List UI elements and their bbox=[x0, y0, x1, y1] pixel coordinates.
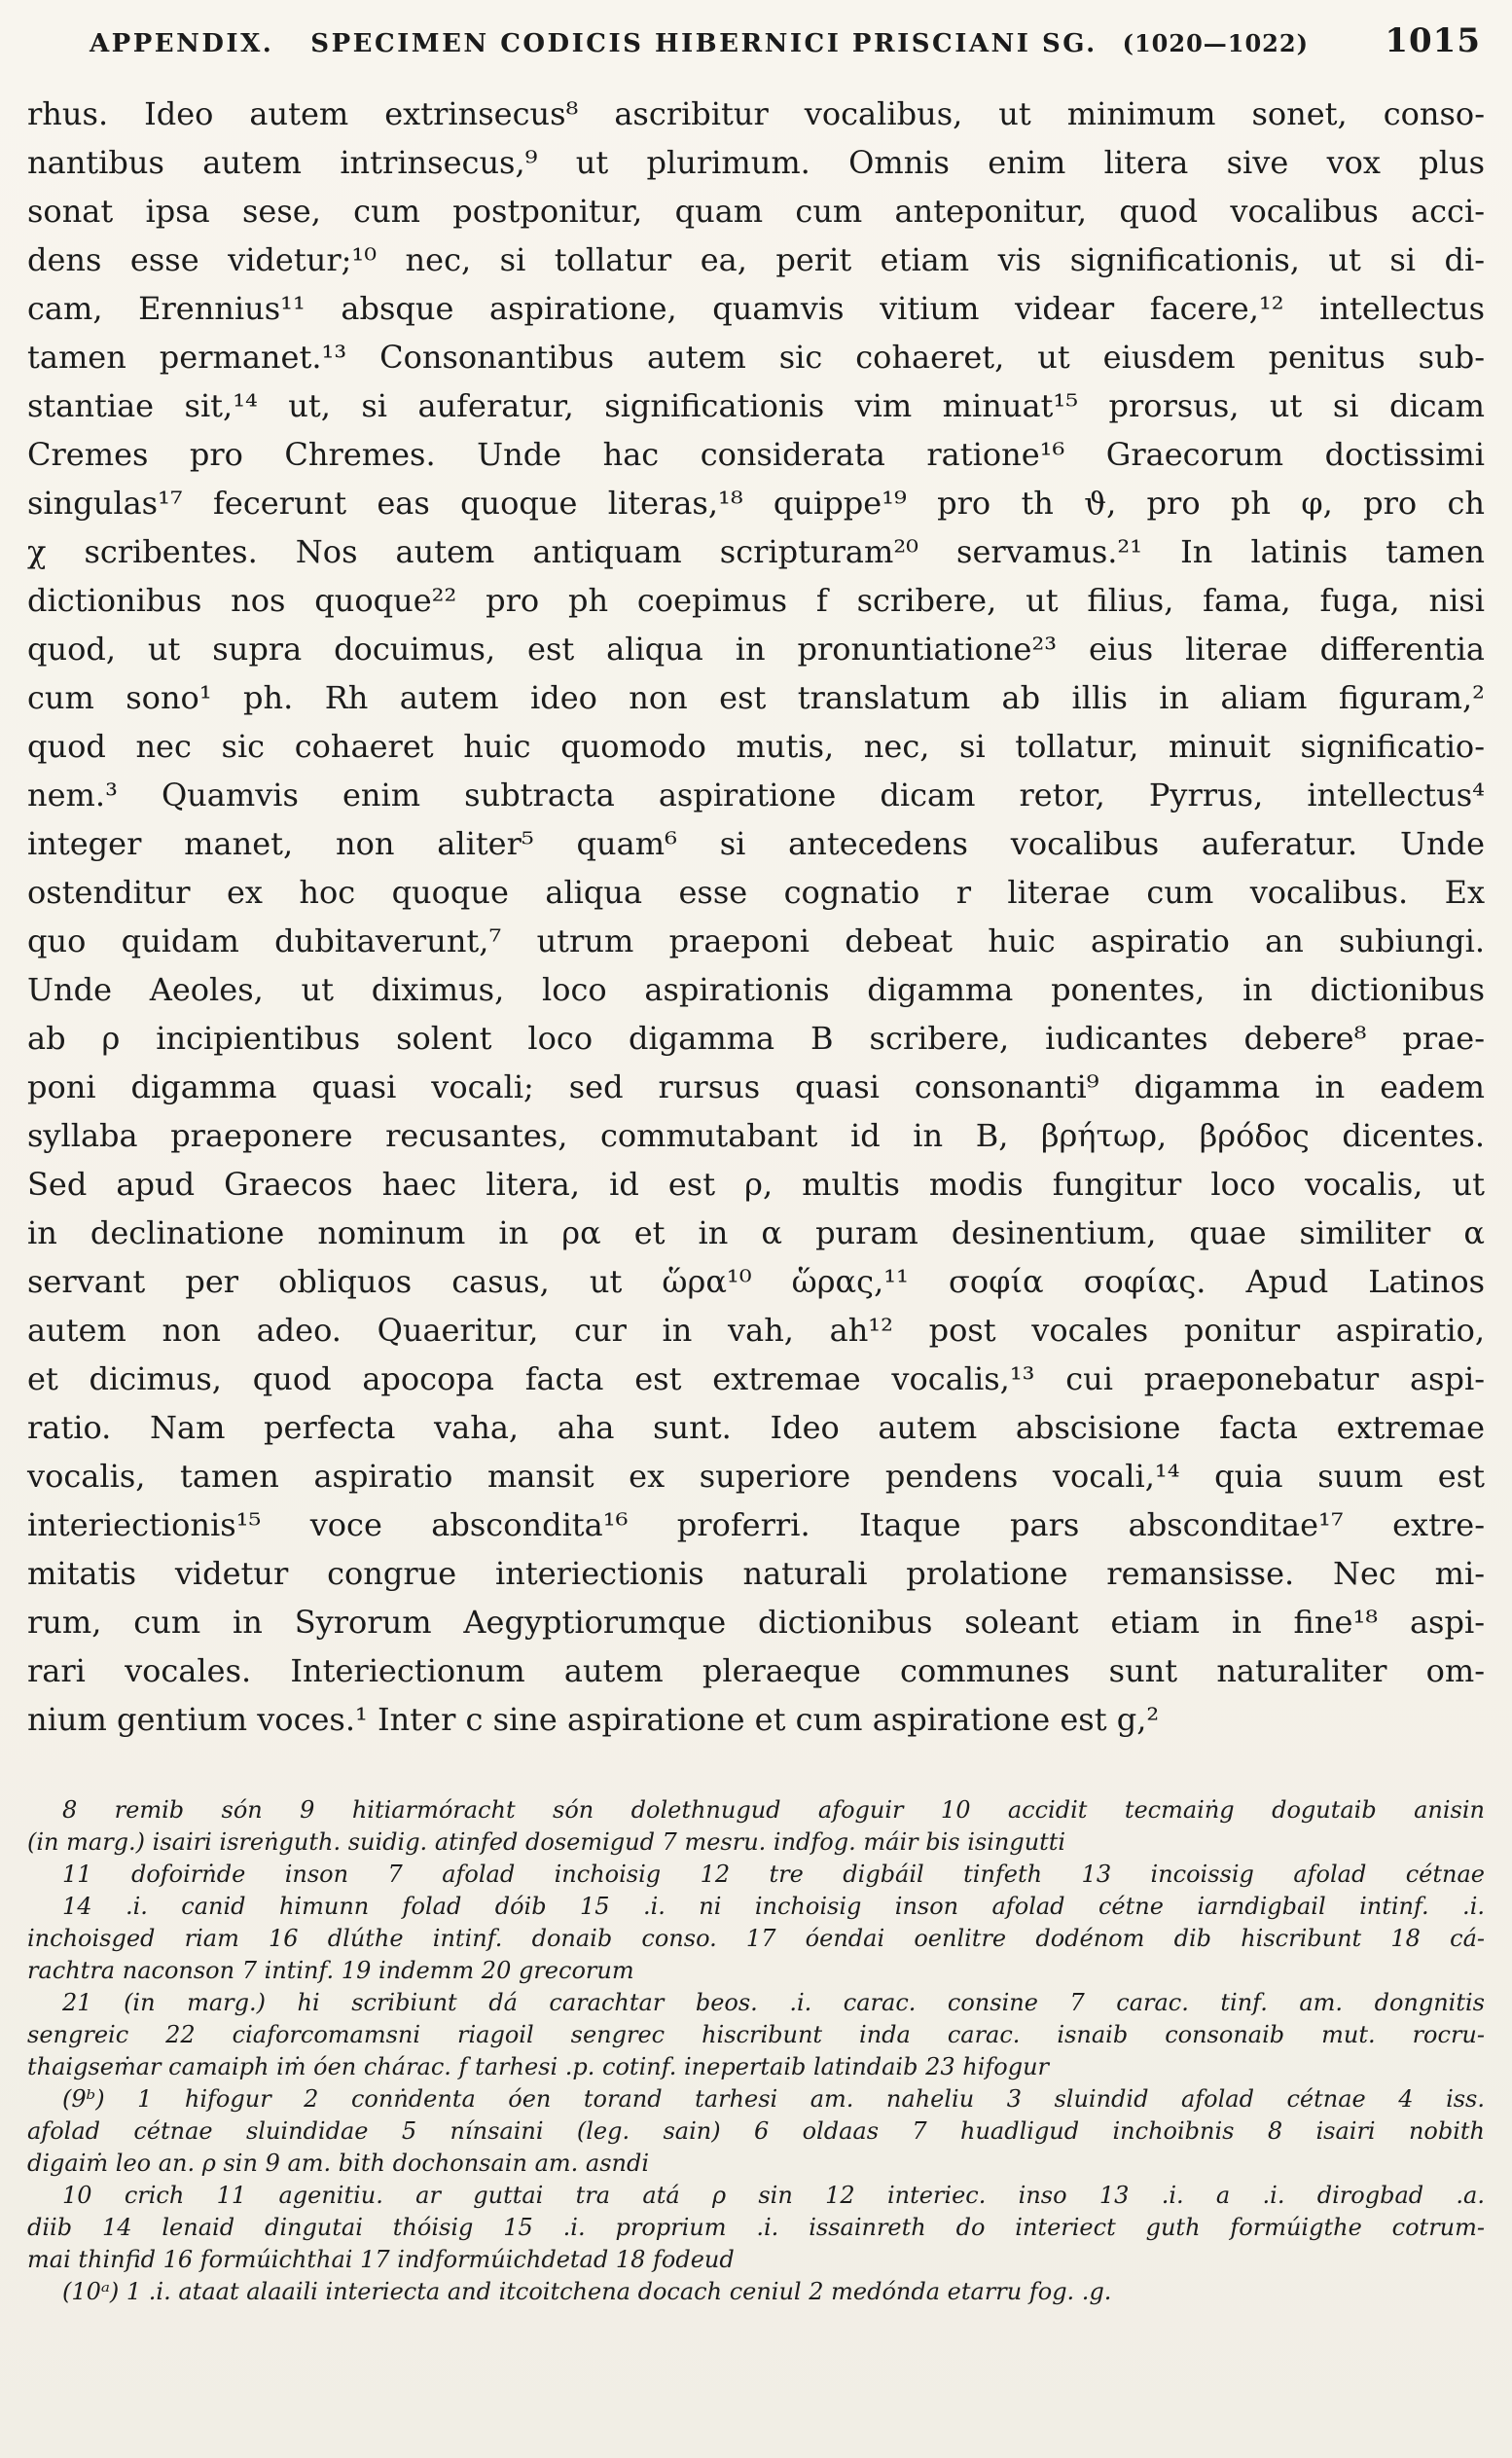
footnotes bbox=[27, 1794, 1485, 2308]
page-range: (1020—1022) bbox=[1122, 29, 1309, 57]
body-line: interiectionis¹⁵ voce abscondita¹⁶ proferri. Itaque pars absconditae¹⁷ extre- bbox=[27, 1506, 1485, 1543]
page-number: 1015 bbox=[1385, 21, 1481, 60]
body-line: Cremes pro Chremes. Unde hac considerata ratione¹⁶ Graecorum doctissimi bbox=[27, 436, 1485, 473]
footnote-line: inchoisged riam 16 dlúthe intinf. donaib conso. 17 óendai oenlitre dodénom dib hiscribunt 18 cá- bbox=[27, 1925, 1485, 1952]
footnote-line: (in marg.) isairi isreṅguth. suidig. atinfed dosemigud 7 mesru. indfog. máir bis isingutti bbox=[27, 1828, 1066, 1856]
footnote-line: 11 dofoirṅde inson 7 afolad inchoisig 12 tre digbáil tinfeth 13 incoissig afolad cétnae bbox=[62, 1861, 1485, 1888]
footnote-line: 8 remib són 9 hitiarmóracht són dolethnugud afoguir 10 accidit tecmaiṅg dogutaib anisin bbox=[62, 1796, 1485, 1824]
body-line: χ scribentes. Nos autem antiquam scripturam²⁰ servamus.²¹ In latinis tamen bbox=[27, 533, 1485, 570]
body-line: quod, ut supra docuimus, est aliqua in pronuntiatione²³ eius literae differentia bbox=[27, 631, 1485, 668]
body-line: quod nec sic cohaeret huic quomodo mutis, nec, si tollatur, minuit significatio- bbox=[27, 728, 1485, 765]
body-line: cum sono¹ ph. Rh autem ideo non est translatum ab illis in aliam figuram,² bbox=[27, 679, 1485, 716]
body-line: sonat ipsa sese, cum postponitur, quam cum anteponitur, quod vocalibus acci- bbox=[27, 193, 1485, 230]
footnote-line: diib 14 lenaid dingutai thóisig 15 .i. proprium .i. issainreth do interiect guth formúigthe cotrum- bbox=[27, 2214, 1485, 2241]
footnote-line: 14 .i. canid himunn folad dóib 15 .i. ni inchoisig inson afolad cétne iarndigbail intinf. .i. bbox=[62, 1893, 1485, 1920]
body-line: Unde Aeoles, ut diximus, loco aspirationis digamma ponentes, in dictionibus bbox=[27, 971, 1485, 1008]
body-line: rhus. Ideo autem extrinsecus⁸ ascribitur vocalibus, ut minimum sonet, conso- bbox=[27, 95, 1485, 132]
body-line: dens esse videtur;¹⁰ nec, si tollatur ea, perit etiam vis significationis, ut si di- bbox=[27, 241, 1485, 278]
footnote-line: digaiṁ leo an. ρ sin 9 am. bith dochonsain am. asndi bbox=[27, 2150, 650, 2177]
page-title: SPECIMEN CODICIS HIBERNICI PRISCIANI SG. bbox=[310, 29, 1098, 58]
footnote-line: (10ᵃ) 1 .i. ataat alaaili interiecta and itcoitchena docach ceniul 2 medónda etarru fog. .g. bbox=[62, 2278, 1112, 2305]
body-line: autem non adeo. Quaeritur, cur in vah, ah¹² post vocales ponitur aspiratio, bbox=[27, 1312, 1485, 1349]
body-line: nium gentium voces.¹ Inter c sine aspiratione et cum aspiratione est g,² bbox=[27, 1701, 1160, 1738]
footnote-line: 21 (in marg.) hi scribiunt dá carachtar beos. .i. carac. consine 7 carac. tinf. am. dongnitis bbox=[62, 1989, 1485, 2016]
body-line: tamen permanet.¹³ Consonantibus autem sic cohaeret, ut eiusdem penitus sub- bbox=[27, 339, 1485, 376]
body-line: singulas¹⁷ fecerunt eas quoque literas,¹⁸ quippe¹⁹ pro th ϑ, pro ph φ, pro ch bbox=[27, 485, 1485, 522]
appendix-label: APPENDIX. bbox=[90, 29, 274, 58]
body-line: mitatis videtur congrue interiectionis naturali prolatione remansisse. Nec mi- bbox=[27, 1555, 1485, 1592]
footnote-line: afolad cétnae sluindidae 5 nínsaini (leg. sain) 6 oldaas 7 huadligud inchoibnis 8 isairi nobith bbox=[27, 2117, 1485, 2145]
body-line: stantiae sit,¹⁴ ut, si auferatur, significationis vim minuat¹⁵ prorsus, ut si dicam bbox=[27, 387, 1485, 424]
running-head bbox=[27, 16, 1485, 60]
footnote-line: rachtra naconson 7 intinf. 19 indemm 20 grecorum bbox=[27, 1957, 634, 1984]
body-text bbox=[27, 90, 1485, 1744]
body-line: servant per obliquos casus, ut ὥρα¹⁰ ὥρας,¹¹ σοφία σοφίας. Apud Latinos bbox=[27, 1263, 1485, 1300]
body-line: ab ρ incipientibus solent loco digamma B scribere, iudicantes debere⁸ prae- bbox=[27, 1020, 1485, 1057]
body-line: ostenditur ex hoc quoque aliqua esse cognatio r literae cum vocalibus. Ex bbox=[27, 874, 1485, 911]
body-line: in declinatione nominum in ρα et in α puram desinentium, quae similiter α bbox=[27, 1214, 1485, 1251]
footnote-line: (9ᵇ) 1 hifogur 2 conṅdenta óen torand tarhesi am. naheliu 3 sluindid afolad cétnae 4 iss. bbox=[62, 2085, 1485, 2113]
body-line: rum, cum in Syrorum Aegyptiorumque dictionibus soleant etiam in fine¹⁸ aspi- bbox=[27, 1604, 1485, 1641]
body-line: rari vocales. Interiectionum autem pleraeque communes sunt naturaliter om- bbox=[27, 1652, 1485, 1689]
body-line: Sed apud Graecos haec litera, id est ρ, multis modis fungitur loco vocalis, ut bbox=[27, 1166, 1485, 1203]
footnote-line: mai thinfid 16 formúichthai 17 indformúichdetad 18 fodeud bbox=[27, 2246, 735, 2273]
body-line: nantibus autem intrinsecus,⁹ ut plurimum. Omnis enim litera sive vox plus bbox=[27, 144, 1485, 181]
footnote-line: sengreic 22 ciaforcomamsni riagoil sengrec hiscribunt inda carac. isnaib consonaib mut. rocru- bbox=[27, 2021, 1485, 2048]
body-line: dictionibus nos quoque²² pro ph coepimus f scribere, ut filius, fama, fuga, nisi bbox=[27, 582, 1485, 619]
body-line: integer manet, non aliter⁵ quam⁶ si antecedens vocalibus auferatur. Unde bbox=[27, 825, 1485, 862]
body-line: vocalis, tamen aspiratio mansit ex superiore pendens vocali,¹⁴ quia suum est bbox=[27, 1458, 1485, 1495]
body-line: quo quidam dubitaverunt,⁷ utrum praeponi debeat huic aspiratio an subiungi. bbox=[27, 922, 1485, 959]
body-line: ratio. Nam perfecta vaha, aha sunt. Ideo autem abscisione facta extremae bbox=[27, 1409, 1485, 1446]
body-line: syllaba praeponere recusantes, commutabant id in B, βρήτωρ, βρόδος dicentes. bbox=[27, 1117, 1485, 1154]
footnote-line: thaigseṁar camaiph iṁ óen chárac. f tarhesi .p. cotinf. inepertaib latindaib 23 hifogur bbox=[27, 2053, 1050, 2080]
body-line: nem.³ Quamvis enim subtracta aspiratione dicam retor, Pyrrus, intellectus⁴ bbox=[27, 777, 1485, 813]
body-line: et dicimus, quod apocopa facta est extremae vocalis,¹³ cui praeponebatur aspi- bbox=[27, 1360, 1485, 1397]
body-line: cam, Erennius¹¹ absque aspiratione, quamvis vitium videar facere,¹² intellectus bbox=[27, 290, 1485, 327]
body-line: poni digamma quasi vocali; sed rursus quasi consonanti⁹ digamma in eadem bbox=[27, 1068, 1485, 1105]
footnote-line: 10 crich 11 agenitiu. ar guttai tra atá ρ sin 12 interiec. inso 13 .i. a .i. dirogbad .a. bbox=[62, 2182, 1485, 2209]
